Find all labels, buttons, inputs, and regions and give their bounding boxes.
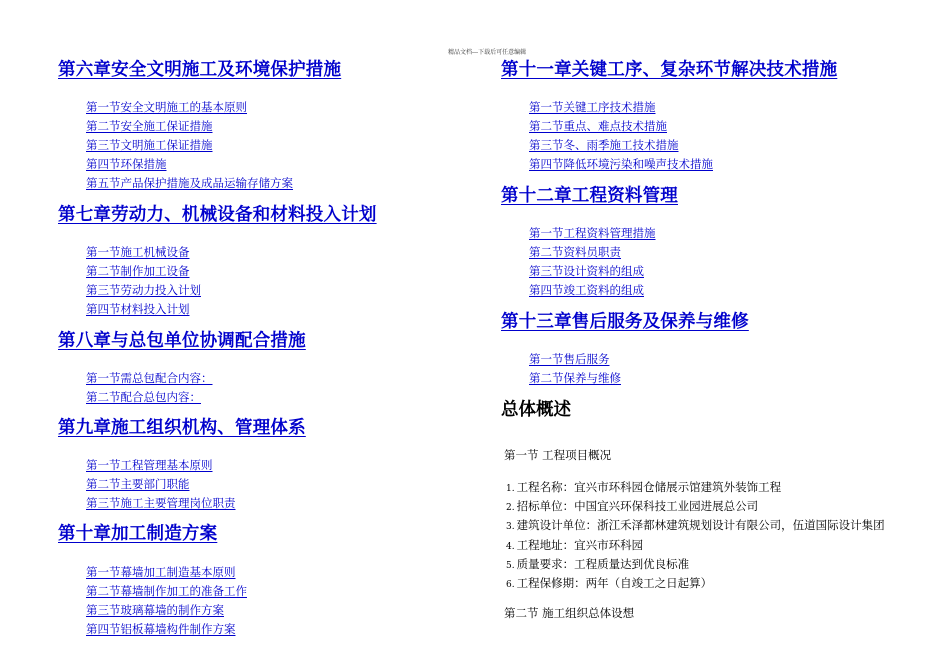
toc-section-link[interactable]: 第三节玻璃幕墙的制作方案 (86, 603, 224, 617)
toc-section-link[interactable]: 第三节施工主要管理岗位职责 (86, 496, 236, 510)
overview-list-item: 5. 质量要求：工程质量达到优良标准 (506, 557, 690, 571)
toc-section-link[interactable]: 第一节工程管理基本原则 (86, 458, 213, 472)
toc-section-link[interactable]: 第四节材料投入计划 (86, 302, 190, 316)
toc-chapter-10-link[interactable]: 第十章加工制造方案 (58, 524, 218, 544)
toc-chapter-12-link[interactable]: 第十二章工程资料管理 (501, 186, 678, 206)
toc-section-link[interactable]: 第二节安全施工保证措施 (86, 119, 213, 133)
overview-list-item: 2. 招标单位：中国宜兴环保科技工业园进展总公司 (506, 499, 759, 513)
toc-section-link[interactable]: 第二节保养与维修 (529, 371, 621, 385)
toc-chapter-13-link[interactable]: 第十三章售后服务及保养与维修 (501, 312, 749, 332)
toc-section-link[interactable]: 第一节安全文明施工的基本原则 (86, 100, 247, 114)
toc-section-link[interactable]: 第二节资料员职责 (529, 245, 621, 259)
toc-section-link[interactable]: 第二节幕墙制作加工的准备工作 (86, 584, 247, 598)
toc-chapter-8-link[interactable]: 第八章与总包单位协调配合措施 (58, 331, 306, 351)
toc-section-link[interactable]: 第四节竣工资料的组成 (529, 283, 644, 297)
overview-section-1-title: 第一节 工程项目概况 (504, 448, 612, 462)
toc-chapter-11-link[interactable]: 第十一章关键工序、复杂环节解决技术措施 (501, 60, 838, 80)
toc-section-link[interactable]: 第一节关键工序技术措施 (529, 100, 656, 114)
toc-chapter-6-link[interactable]: 第六章安全文明施工及环境保护措施 (58, 60, 342, 80)
toc-section-link[interactable]: 第一节售后服务 (529, 352, 610, 366)
overview-list-item: 6. 工程保修期：两年（自竣工之日起算） (506, 576, 713, 590)
toc-section-link[interactable]: 第五节产品保护措施及成品运输存储方案 (86, 176, 293, 190)
overview-heading: 总体概述 (501, 400, 571, 420)
toc-section-link[interactable]: 第三节劳动力投入计划 (86, 283, 201, 297)
toc-section-link[interactable]: 第二节主要部门职能 (86, 477, 190, 491)
toc-section-link[interactable]: 第二节配合总包内容： (86, 390, 201, 404)
toc-chapter-9-link[interactable]: 第九章施工组织机构、管理体系 (58, 418, 306, 438)
toc-section-link[interactable]: 第二节重点、难点技术措施 (529, 119, 667, 133)
overview-list-item: 1. 工程名称：宜兴市环科园仓储展示馆建筑外装饰工程 (506, 480, 782, 494)
toc-section-link[interactable]: 第一节工程资料管理措施 (529, 226, 656, 240)
toc-section-link[interactable]: 第四节铝板幕墙构件制作方案 (86, 622, 236, 636)
toc-section-link[interactable]: 第一节需总包配合内容： (86, 371, 213, 385)
toc-section-link[interactable]: 第一节幕墙加工制造基本原则 (86, 565, 236, 579)
toc-section-link[interactable]: 第四节降低环境污染和噪声技术措施 (529, 157, 713, 171)
watermark-text: 精品文档---下载后可任意编辑 (448, 49, 527, 56)
toc-chapter-7-link[interactable]: 第七章劳动力、机械设备和材料投入计划 (58, 205, 377, 225)
overview-section-2-title: 第二节 施工组织总体设想 (504, 606, 635, 620)
toc-section-link[interactable]: 第四节环保措施 (86, 157, 167, 171)
toc-section-link[interactable]: 第三节设计资料的组成 (529, 264, 644, 278)
toc-section-link[interactable]: 第三节冬、雨季施工技术措施 (529, 138, 679, 152)
toc-section-link[interactable]: 第一节施工机械设备 (86, 245, 190, 259)
toc-section-link[interactable]: 第二节制作加工设备 (86, 264, 190, 278)
overview-list-item: 3. 建筑设计单位：浙江禾泽都林建筑规划设计有限公司，伍道国际设计集团 (506, 518, 885, 532)
overview-list-item: 4. 工程地址：宜兴市环科园 (506, 538, 644, 552)
toc-section-link[interactable]: 第三节文明施工保证措施 (86, 138, 213, 152)
